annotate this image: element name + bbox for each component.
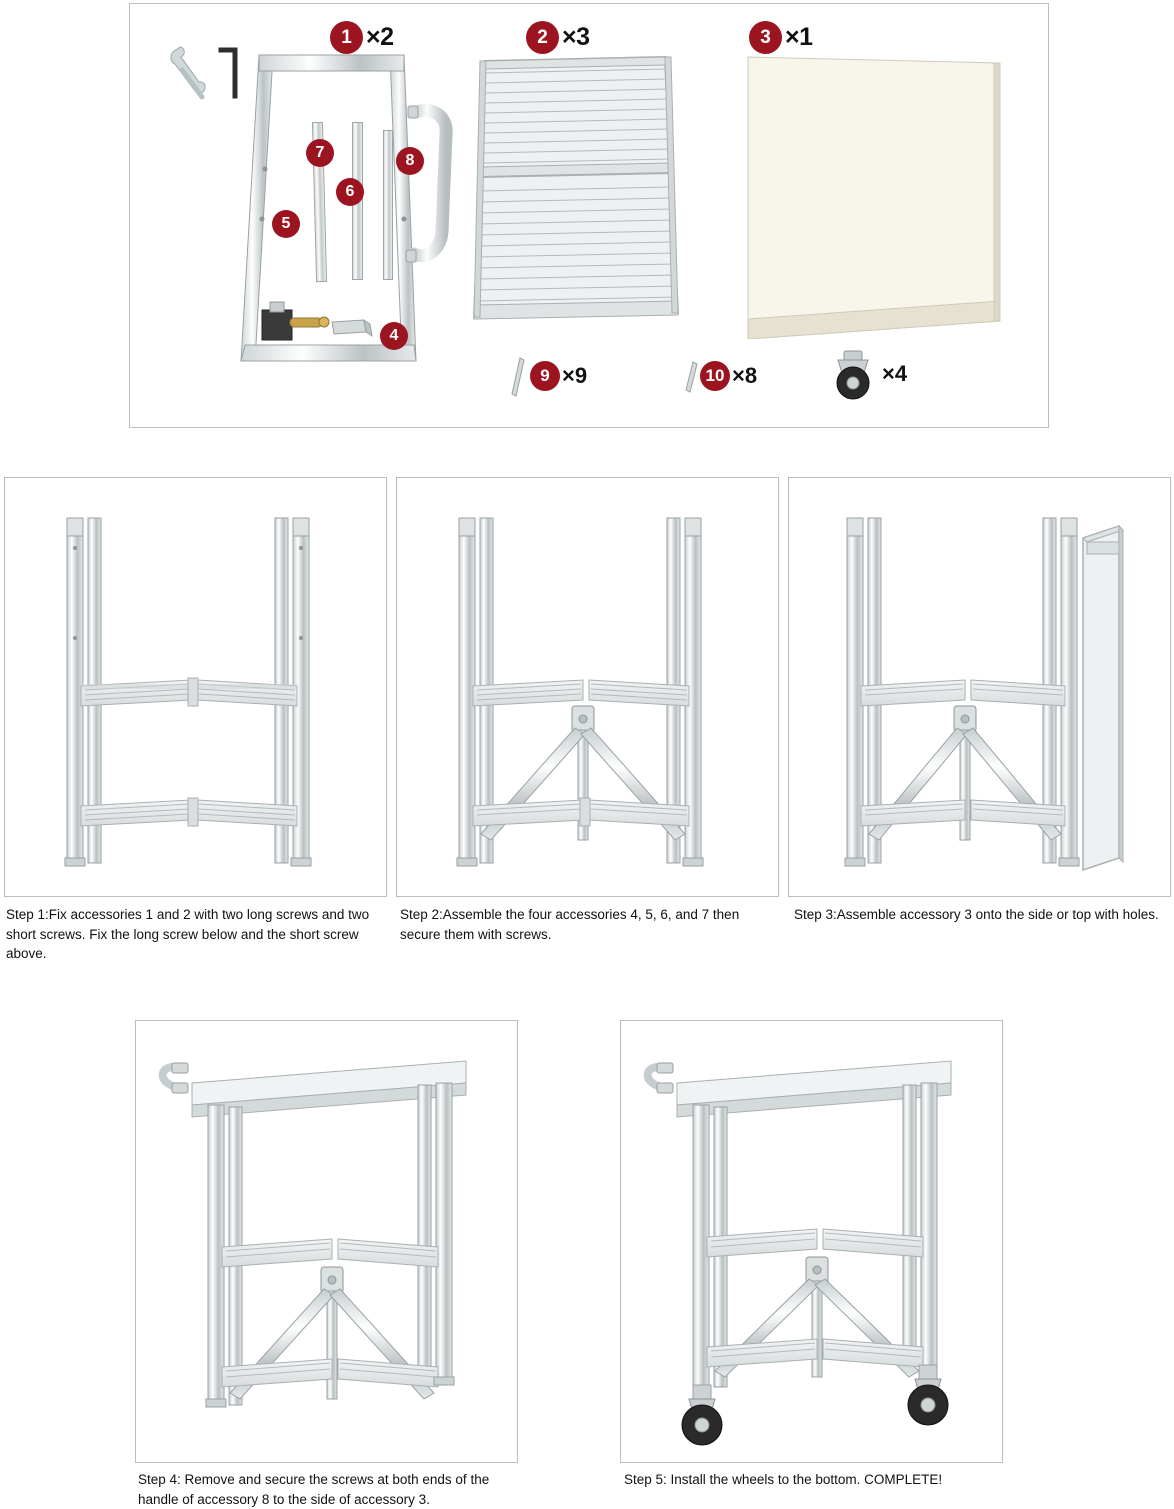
step-5-panel [620,1020,1003,1463]
part-number-1: 1 [330,21,363,54]
part-number-3: 3 [749,21,782,54]
part-6-short-bar [383,130,393,280]
step-2-panel [396,477,779,897]
fastener-number-10: 10 [700,361,730,391]
step-1-illustration [5,478,386,896]
step-1-caption: Step 1:Fix accessories 1 and 2 with two long screws and two short screws. Fix the long screw below and the short screw above. [6,907,370,962]
step-2-illustration [397,478,778,896]
part-4-lock-bracket [258,300,338,355]
fastener-qty-10: ×8 [732,363,758,388]
caster-wheel-icon [830,349,884,405]
step-4-panel [135,1020,518,1463]
fastener-badge-10 [700,361,757,391]
step-4-caption: Step 4: Remove and secure the screws at both ends of the handle of accessory 8 to the side of accessory 3. [138,1472,490,1507]
parts-overview-panel [129,3,1049,428]
part-number-2: 2 [526,21,559,54]
step-3-panel [788,477,1171,897]
part-4-plate [330,316,375,342]
part-qty-3: ×1 [785,23,813,51]
fastener-qty-9: ×9 [562,363,588,388]
fastener-badge-caster [882,361,907,387]
part-qty-2: ×3 [562,23,590,51]
step-3-caption: Step 3:Assemble accessory 3 onto the side or top with holes. [794,907,1159,922]
part-tag-8: 8 [396,147,424,175]
fastener-qty-caster: ×4 [882,361,908,386]
step-3-illustration [789,478,1170,896]
fastener-number-9: 9 [530,361,560,391]
part-tag-6: 6 [336,178,364,206]
fastener-badge-9 [530,361,587,391]
step-5-illustration [621,1021,1002,1462]
part-badge-2 [526,21,590,54]
step-2-caption: Step 2:Assemble the four accessories 4, 5, 6, and 7 then secure them with screws. [400,907,740,942]
part-8-handle [402,104,472,284]
part-tag-4: 4 [380,322,408,350]
part-tag-5: 5 [272,210,300,238]
part-tag-7: 7 [306,139,334,167]
step-4-illustration [136,1021,517,1462]
part-qty-1: ×2 [366,23,394,51]
step-5-caption: Step 5: Install the wheels to the bottom. COMPLETE! [624,1472,943,1487]
caster-front-left [682,1385,722,1445]
step-1-panel [4,477,387,897]
